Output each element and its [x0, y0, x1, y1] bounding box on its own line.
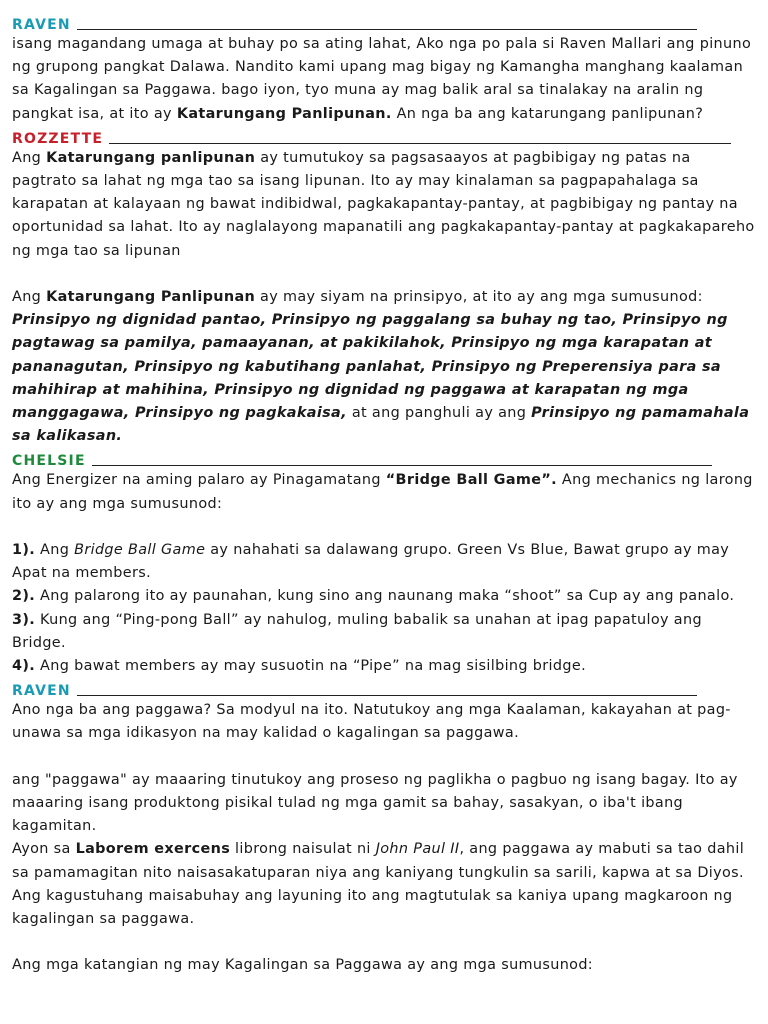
text: ay tumutukoy sa pagsasaayos at pagbibigay ng patas na pagtrato sa lahat ng mga tao sa isang lipunan. Ito ay may kinalaman sa pagpapahalaga sa karapatan at kalayaan ng bawat indibidwal, pagkakapantay-pantay, at pagbibigay ng pantay na oportunidad sa lahat. Ito ay naglalayong mapanatili ang pagkakapantay-pantay at pagkakapareho ng mga tao sa lipunan [12, 149, 755, 259]
text: An nga ba ang katarungang panlipunan? [391, 105, 704, 122]
text: Ang palarong ito ay paunahan, kung sino ang naunang maka “shoot” sa Cup ay ang panalo. [35, 588, 735, 605]
paragraph [12, 147, 756, 263]
list-item [12, 585, 756, 608]
bold-term: Laborem exercens [75, 841, 231, 858]
speaker-rule [92, 465, 712, 466]
italic-term: John Paul II [375, 841, 460, 858]
paragraph [12, 838, 756, 931]
paragraph [12, 286, 756, 448]
text: ay nahahati sa dalawang grupo. Green Vs Blue, Bawat grupo ay may Apat na members. [12, 542, 730, 582]
item-number: 2). [12, 588, 36, 605]
text: Ang Energizer na aming palaro ay Pinagamatang [12, 472, 386, 489]
principle-last: Prinsipyo ng pamamahala sa kalikasan. [12, 405, 750, 445]
text: Ang [12, 149, 47, 166]
bold-term: Katarungang Panlipunan [46, 289, 256, 306]
list-item [12, 539, 756, 585]
speaker-header-chelsie [12, 448, 756, 469]
speaker-header-raven [12, 12, 756, 33]
speaker-rule [77, 695, 697, 696]
text: ay may siyam na prinsipyo, at ito ay ang mga sumusunod: [255, 289, 703, 306]
list-item [12, 655, 756, 678]
spacer [12, 746, 756, 769]
speaker-name: ROZZETTE [12, 130, 104, 147]
speaker-header-raven-2 [12, 678, 756, 699]
text: isang magandang umaga at buhay po sa ating lahat, Ako nga po pala si Raven Mallari ang pinuno ng grupong pangkat Dalawa. Nandito kami upang mag bigay ng Kamangha manghang kaalaman sa Kagalingan sa Paggawa. bago iyon, tyo muna ay mag balik aral sa tinalakay na aralin ng pangkat isa, at ito ay [12, 36, 752, 122]
italic-term: Bridge Ball Game [74, 542, 206, 559]
principles-list: Prinsipyo ng dignidad pantao, Prinsipyo ng paggalang sa buhay ng tao, Prinsipyo ng pagtawag sa pamilya, pamaayanan, at pakikilahok, Prinsipyo ng mga karapatan at pananagutan, Prinsipyo ng kabutihang panlahat, Prinsipyo ng Preperensiya para sa mahihirap at mahihina, Prinsipyo ng dignidad ng paggawa at karapatan ng mga manggagawa, Prinsipyo ng pagkakaisa, [12, 312, 728, 422]
speaker-header-rozzette [12, 126, 756, 147]
list-item [12, 609, 756, 655]
text: Ayon sa [12, 841, 76, 858]
speaker-rule [77, 29, 697, 30]
bold-term: “Bridge Ball Game”. [385, 472, 557, 489]
paragraph [12, 469, 756, 515]
speaker-rule [109, 143, 731, 144]
bold-term: Katarungang panlipunan [46, 149, 256, 166]
speaker-name: RAVEN [12, 683, 71, 700]
text: , ang paggawa ay mabuti sa tao dahil sa pamamagitan nito naisasakatuparan niya ang kaniyang tungkulin sa sarili, kapwa at sa Diyos. Ang kagustuhang maisabuhay ang layuning ito ang magtutulak sa kaniya upang magkaroon ng kagalingan sa paggawa. [12, 841, 745, 928]
spacer [12, 931, 756, 954]
item-number: 1). [12, 542, 36, 559]
speaker-name: RAVEN [12, 17, 71, 33]
text: Ang [12, 289, 47, 306]
item-number: 4). [12, 658, 36, 675]
paragraph: Ano nga ba ang paggawa? Sa modyul na ito. Natutukoy ang mga Kaalaman, kakayahan at pag-unawa sa mga idikasyon na may kalidad o kagalingan sa paggawa. [12, 702, 731, 742]
text: Kung ang “Ping-pong Ball” ay nahulog, muling babalik sa unahan at ipag papatuloy ang Bridge. [12, 611, 702, 651]
speaker-name: CHELSIE [12, 453, 86, 470]
text: librong naisulat ni [230, 841, 376, 858]
text: Ang bawat members ay may susuotin na “Pipe” na mag sisilbing bridge. [35, 658, 587, 675]
text: Ang mechanics ng larong ito ay ang mga sumusunod: [12, 472, 753, 512]
item-number: 3). [12, 611, 36, 628]
bold-term: Katarungang Panlipunan. [176, 105, 392, 122]
paragraph: Ang mga katangian ng may Kagalingan sa Paggawa ay ang mga sumusunod: [12, 957, 593, 974]
text: at ang panghuli ay ang [346, 405, 532, 422]
paragraph [12, 33, 756, 126]
spacer [12, 516, 756, 539]
paragraph: ang "paggawa" ay maaaring tinutukoy ang proseso ng paglikha o pagbuo ng isang bagay. Ito ay maaaring isang produktong pisikal tulad ng mga gamit sa bahay, sasakyan, o iba't ibang kagamitan. [12, 771, 738, 835]
text: Ang [35, 542, 75, 559]
spacer [12, 263, 756, 286]
